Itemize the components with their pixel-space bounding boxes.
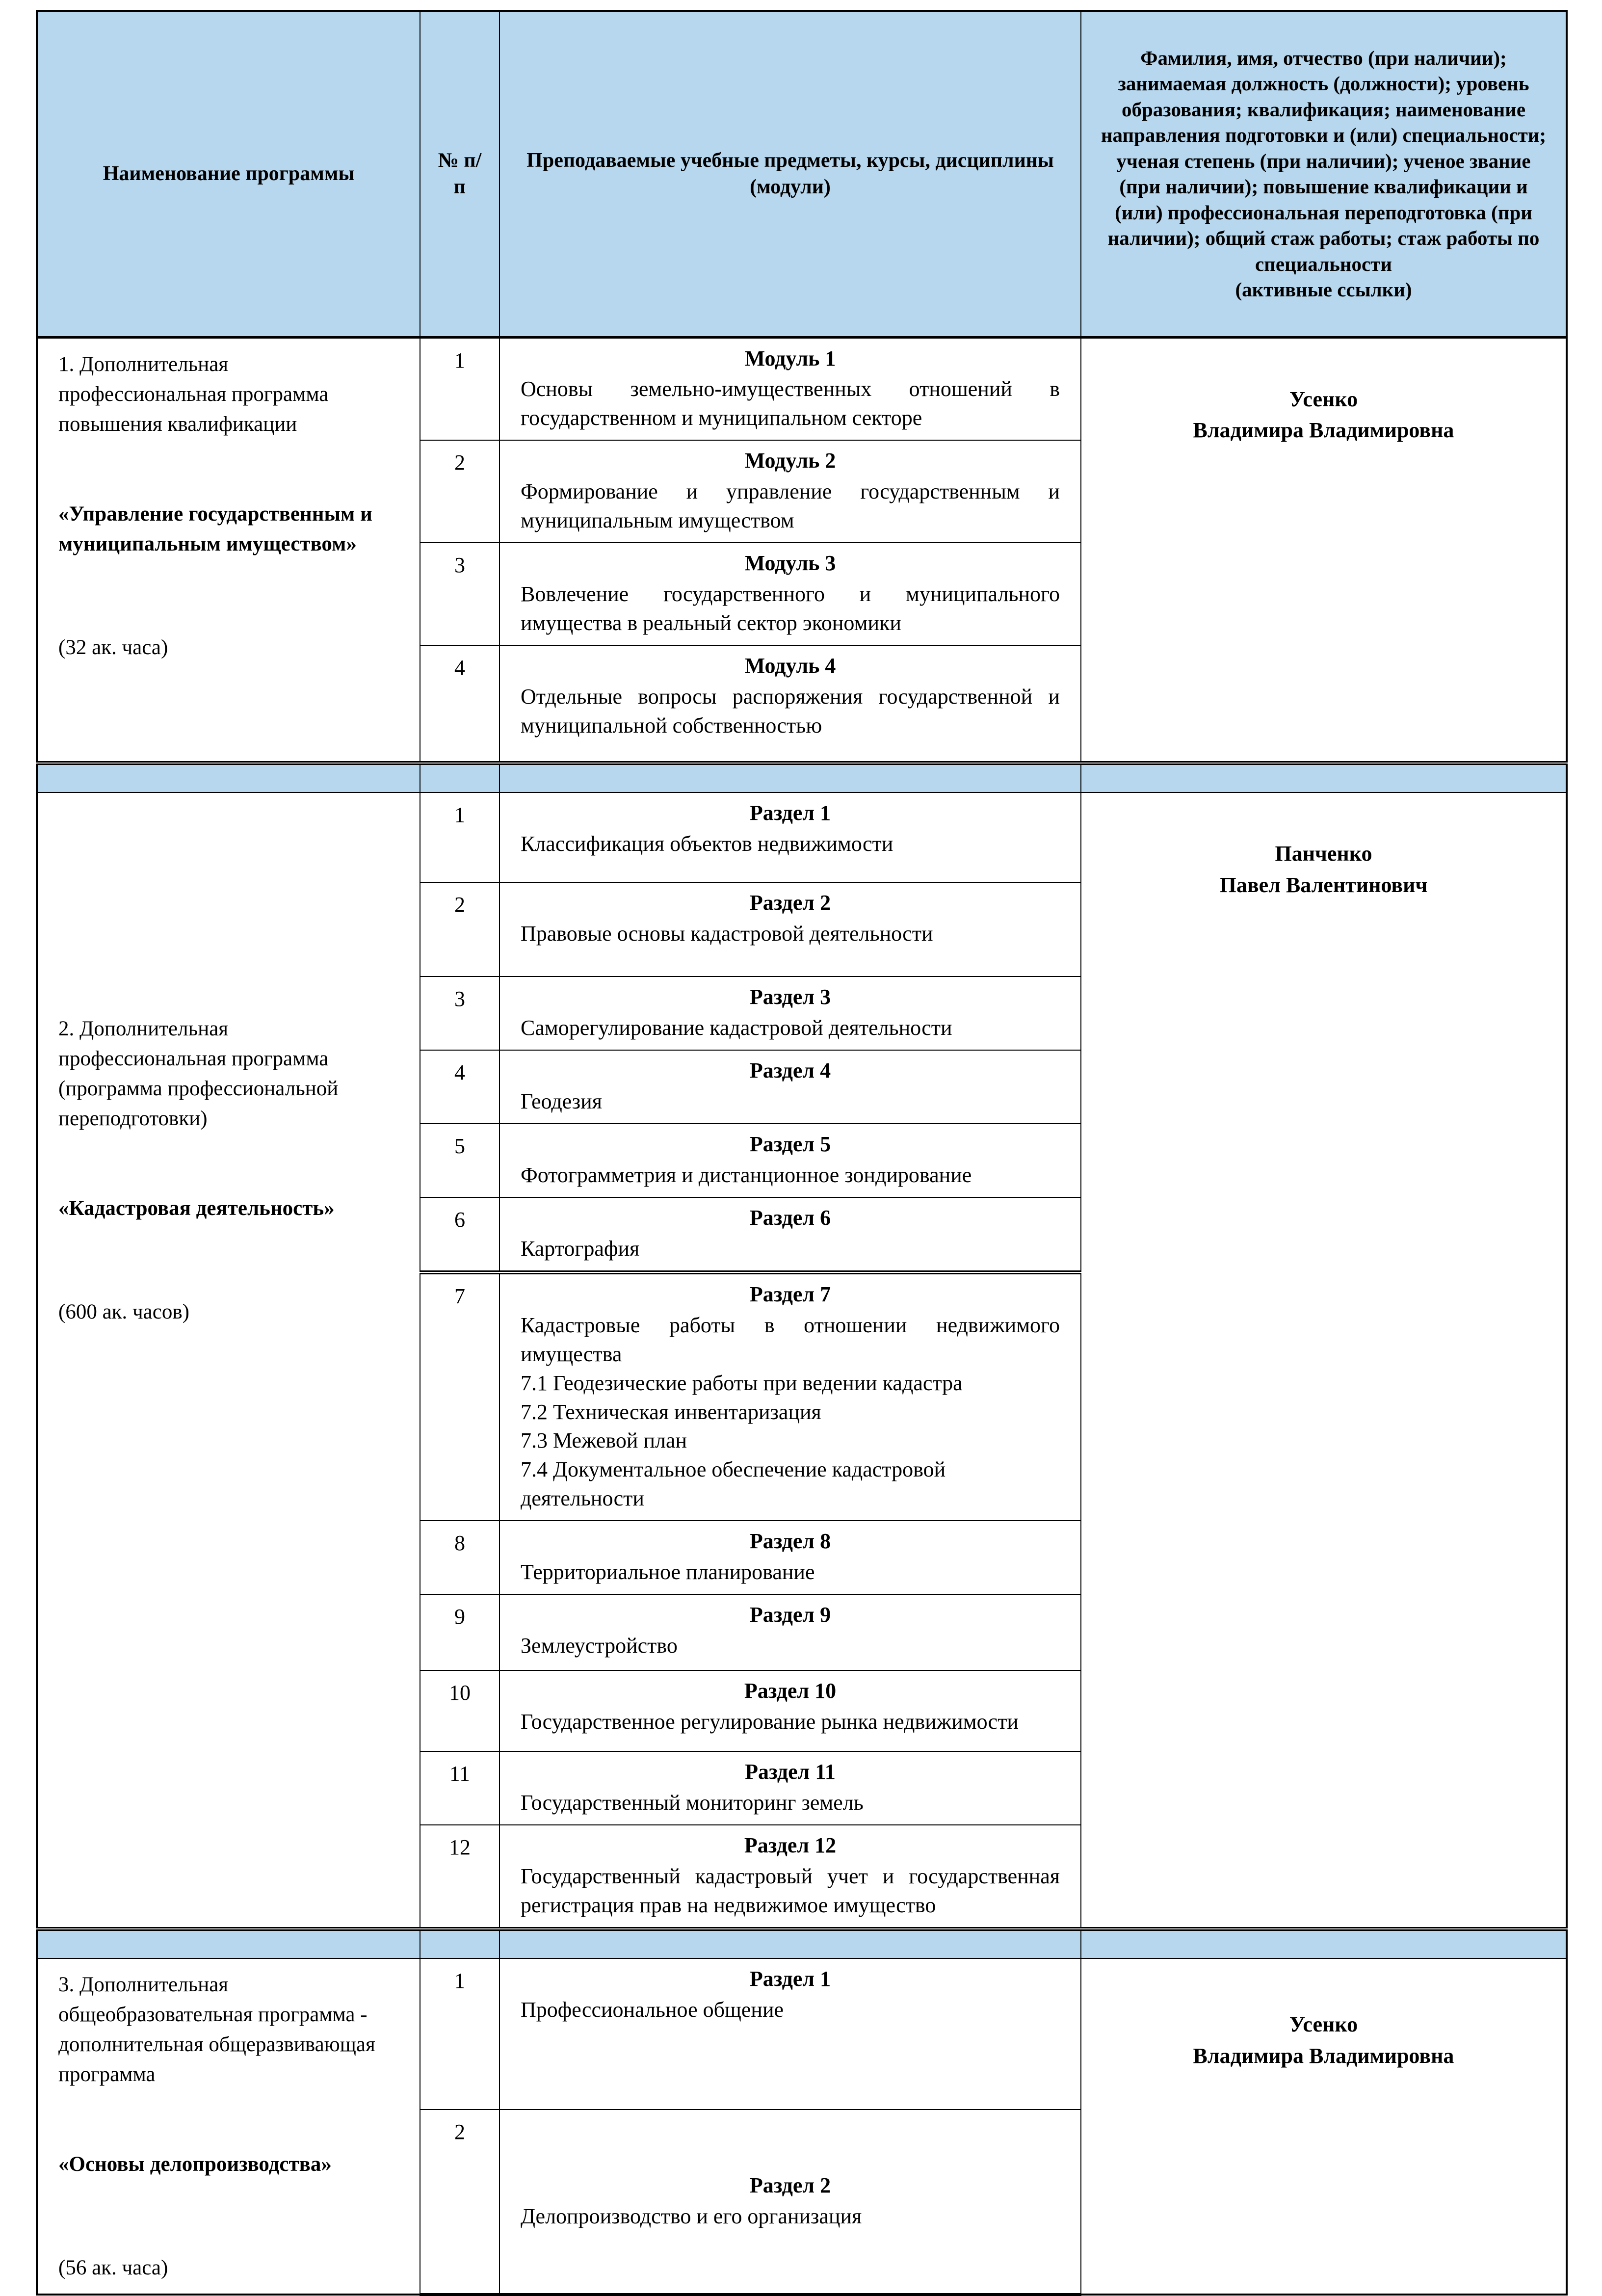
teacher-3-surname: Усенко	[1289, 2012, 1358, 2037]
subject-cell	[499, 337, 1081, 440]
section-heading: Раздел 10	[744, 1679, 837, 1703]
subject-cell	[499, 1197, 1081, 1272]
separator-cell	[1081, 763, 1567, 792]
row-number: 4	[420, 1050, 499, 1124]
section-body: Фотограмметрия и дистанционное зондирование	[521, 1162, 972, 1187]
row-number: 2	[420, 882, 499, 976]
row-number: 1	[420, 337, 499, 440]
header-subjects: Преподаваемые учебные предметы, курсы, дисциплины (модули)	[499, 11, 1081, 337]
teacher-1-name: Владимира Владимировна	[1193, 418, 1454, 443]
subject-cell	[499, 1751, 1081, 1825]
separator-cell	[499, 1929, 1081, 1958]
section-heading: Раздел 5	[749, 1132, 831, 1156]
section-body: Правовые основы кадастровой деятельности	[521, 922, 933, 946]
row-number: 11	[420, 1751, 499, 1825]
teacher-2-surname: Панченко	[1275, 842, 1372, 866]
section-subitem: 7.2 Техническая инвентаризация	[521, 1399, 821, 1424]
row-number: 8	[420, 1521, 499, 1594]
section-body: Геодезия	[521, 1089, 602, 1113]
section-body: Территориальное планирование	[521, 1560, 815, 1584]
subject-cell	[499, 645, 1081, 763]
module-body: Отдельные вопросы распоряжения государственной и муниципальной собственностью	[521, 685, 1060, 738]
separator-row	[37, 1929, 1567, 1958]
separator-cell	[37, 1929, 420, 1958]
table-row	[37, 792, 1567, 882]
module-heading: Модуль 2	[744, 449, 836, 473]
header-program-name: Наименование программы	[37, 11, 420, 337]
row-number: 2	[420, 2110, 499, 2295]
program-2-cell	[37, 792, 420, 1929]
subject-cell	[499, 440, 1081, 543]
section-heading: Раздел 4	[749, 1058, 831, 1082]
table-row	[37, 337, 1567, 440]
subject-cell	[499, 1825, 1081, 1929]
subject-cell	[499, 1521, 1081, 1594]
row-number: 4	[420, 645, 499, 763]
subject-cell	[499, 1272, 1081, 1521]
section-body: Делопроизводство и его организация	[521, 2204, 862, 2228]
program-1-cell	[37, 337, 420, 763]
row-number: 1	[420, 1958, 499, 2110]
subject-cell	[499, 976, 1081, 1050]
module-heading: Модуль 4	[744, 654, 836, 678]
subject-cell	[499, 792, 1081, 882]
program-2-title: «Кадастровая деятельность»	[58, 1197, 335, 1220]
row-number: 3	[420, 976, 499, 1050]
row-number: 2	[420, 440, 499, 543]
module-body: Формирование и управление государственным и муниципальным имуществом	[521, 479, 1060, 533]
section-heading: Раздел 7	[749, 1282, 831, 1306]
section-heading: Раздел 8	[749, 1529, 831, 1554]
teacher-3-cell	[1081, 1958, 1567, 2295]
row-number: 6	[420, 1197, 499, 1272]
table-header-row	[37, 11, 1567, 337]
table-row	[37, 1958, 1567, 2110]
separator-cell	[1081, 1929, 1567, 1958]
teacher-1-cell	[1081, 337, 1567, 763]
teacher-2-name: Павел Валентинович	[1219, 872, 1428, 897]
section-subitem: 7.1 Геодезические работы при ведении кадастра	[521, 1371, 963, 1395]
program-3-cell	[37, 1958, 420, 2295]
section-body: Государственный мониторинг земель	[521, 1791, 864, 1815]
section-heading: Раздел 2	[749, 2173, 831, 2197]
program-2-hours: (600 ак. часов)	[58, 1300, 189, 1324]
program-1-title: «Управление государственным и муниципальным имуществом»	[58, 502, 372, 555]
section-heading: Раздел 1	[749, 1967, 831, 1991]
header-row-number: № п/п	[420, 11, 499, 337]
module-body: Основы земельно-имущественных отношений в государственном и муниципальном секторе	[521, 377, 1060, 430]
section-body: Государственный кадастровый учет и государственная регистрация прав на недвижимое имущество	[521, 1864, 1060, 1918]
subject-cell	[499, 1958, 1081, 2110]
separator-cell	[420, 1929, 499, 1958]
section-body: Государственное регулирование рынка недвижимости	[521, 1710, 1019, 1734]
header-teacher-info	[1081, 11, 1567, 337]
section-heading: Раздел 12	[744, 1833, 837, 1858]
row-number: 1	[420, 792, 499, 882]
row-number: 3	[420, 543, 499, 645]
section-body: Картография	[521, 1236, 640, 1261]
row-number: 5	[420, 1124, 499, 1197]
section-heading: Раздел 6	[749, 1205, 831, 1230]
subject-cell	[499, 882, 1081, 976]
program-2-intro: 2. Дополнительная профессиональная программа (программа профессиональной переподготовки)	[58, 1017, 339, 1131]
subject-cell	[499, 1670, 1081, 1751]
teacher-2-cell	[1081, 792, 1567, 1929]
section-heading: Раздел 3	[749, 985, 831, 1009]
separator-row	[37, 763, 1567, 792]
module-heading: Модуль 1	[744, 346, 836, 370]
separator-cell	[499, 763, 1081, 792]
program-1-hours: (32 ак. часа)	[58, 635, 168, 659]
section-body: Профессиональное общение	[521, 1998, 784, 2022]
subject-cell	[499, 543, 1081, 645]
programs-table	[36, 10, 1568, 2296]
section-heading: Раздел 1	[749, 801, 831, 825]
module-body: Вовлечение государственного и муниципального имущества в реальный сектор экономики	[521, 582, 1060, 635]
section-subitem: 7.3 Межевой план	[521, 1428, 687, 1453]
header-teacher-info-text: Фамилия, имя, отчество (при наличии); занимаемая должность (должности); уровень образования; квалификация; наименование направления подготовки и (или) специальности; ученая степень (при наличии); ученое звание (при наличии); повышение квалификации и (или) профессиональная переподготовка (при наличии); общий стаж работы; стаж работы по специальности	[1101, 46, 1547, 275]
subject-cell	[499, 1050, 1081, 1124]
teacher-1-surname: Усенко	[1289, 387, 1358, 411]
subject-cell	[499, 1124, 1081, 1197]
program-3-intro: 3. Дополнительная общеобразовательная программа - дополнительная общеразвивающая программа	[58, 1973, 375, 2086]
program-3-hours: (56 ак. часа)	[58, 2256, 168, 2280]
separator-cell	[420, 763, 499, 792]
row-number: 7	[420, 1272, 499, 1521]
row-number: 12	[420, 1825, 499, 1929]
teacher-3-name: Владимира Владимировна	[1193, 2043, 1454, 2068]
subject-cell	[499, 1594, 1081, 1670]
row-number: 10	[420, 1670, 499, 1751]
section-body: Землеустройство	[521, 1634, 678, 1658]
program-3-title: «Основы делопроизводства»	[58, 2153, 332, 2176]
section-subitem: 7.4 Документальное обеспечение кадастровой деятельности	[521, 1457, 946, 1511]
module-heading: Модуль 3	[744, 551, 836, 576]
section-body: Классификация объектов недвижимости	[521, 832, 893, 856]
program-1-intro: 1. Дополнительная профессиональная программа повышения квалификации	[58, 352, 329, 436]
subject-cell	[499, 2110, 1081, 2295]
section-body: Саморегулирование кадастровой деятельности	[521, 1016, 952, 1040]
section-heading: Раздел 9	[749, 1603, 831, 1627]
section-heading: Раздел 2	[749, 891, 831, 915]
section-heading: Раздел 11	[745, 1760, 836, 1784]
row-number: 9	[420, 1594, 499, 1670]
separator-cell	[37, 763, 420, 792]
header-teacher-links-note: (активные ссылки)	[1235, 278, 1412, 301]
section-body: Кадастровые работы в отношении недвижимого имущества	[521, 1313, 1060, 1366]
